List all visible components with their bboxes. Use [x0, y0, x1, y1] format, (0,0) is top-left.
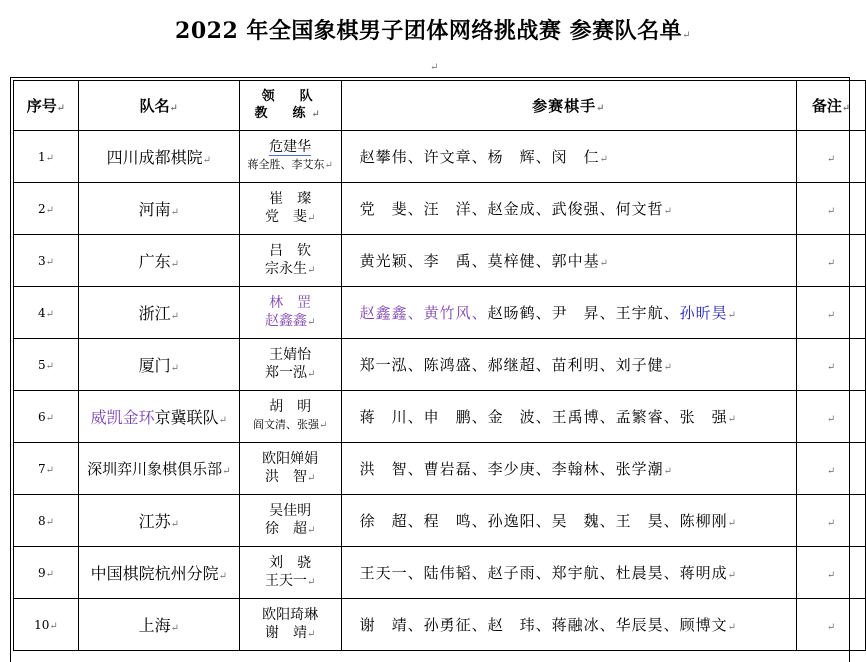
paragraph-mark: ↵ — [222, 466, 231, 477]
page-title: 2022 年全国象棋男子团体网络挑战赛 参赛队名单↵ — [175, 18, 691, 44]
row-leaders: 吕 钦 宗永生↵ — [239, 235, 341, 287]
paragraph-mark: ↵ — [45, 412, 54, 424]
table-row — [14, 599, 866, 651]
row-players: 徐 超、程 鸣、孙逸阳、吴 魏、王 昊、陈柳刚↵ — [341, 495, 796, 547]
paragraph-mark: ↵ — [45, 516, 54, 528]
paragraph-mark: ↵ — [170, 259, 180, 270]
row-leaders: 林 罡 赵鑫鑫↵ — [239, 287, 341, 339]
table-row — [14, 183, 866, 235]
row-team: 中国棋院杭州分院↵ — [78, 547, 239, 599]
paragraph-mark: ↵ — [318, 420, 328, 431]
row-leaders: 吴佳明 徐 超↵ — [239, 495, 341, 547]
row-players: 赵鑫鑫、黄竹风、赵旸鹤、尹 昇、王宇航、孙昕昊↵ — [341, 287, 796, 339]
paragraph-mark: ↵ — [826, 414, 836, 425]
row-note — [797, 547, 866, 599]
table-row — [14, 131, 866, 183]
row-players: 郑一泓、陈鸿盛、郝继超、苗利明、刘子健↵ — [341, 339, 796, 391]
row-no: 1↵ — [14, 131, 79, 183]
paragraph-mark: ↵ — [727, 414, 738, 425]
paragraph-mark: ↵ — [324, 160, 333, 171]
row-no: 4↵ — [14, 287, 79, 339]
paragraph-mark: ↵ — [202, 155, 212, 166]
paragraph-mark: ↵ — [45, 308, 54, 320]
table-row — [14, 339, 866, 391]
row-players: 王天一、陆伟韬、赵子雨、郑宇航、杜晨昊、蒋明成↵ — [341, 547, 796, 599]
row-players: 洪 智、曹岩磊、李少庚、李翰林、张学潮↵ — [341, 443, 796, 495]
row-team: 深圳弈川象棋俱乐部↵ — [78, 443, 239, 495]
row-leaders: 王婧怡 郑一泓↵ — [239, 339, 341, 391]
row-note — [797, 339, 866, 391]
row-no: 6↵ — [14, 391, 79, 443]
paragraph-mark: ↵ — [826, 622, 836, 633]
row-players: 黄光颖、李 禹、莫梓健、郭中基↵ — [341, 235, 796, 287]
paragraph-mark: ↵ — [306, 576, 316, 588]
paragraph-mark: ↵ — [306, 264, 316, 276]
paragraph-mark: ↵ — [599, 258, 610, 269]
row-note — [797, 183, 866, 235]
row-note — [797, 443, 866, 495]
paragraph-mark: ↵ — [826, 258, 836, 269]
row-no: 7↵ — [14, 443, 79, 495]
table-row — [14, 443, 866, 495]
paragraph-mark: ↵ — [49, 620, 58, 632]
paragraph-mark: ↵ — [218, 571, 228, 582]
paragraph-mark: ↵ — [841, 103, 851, 114]
paragraph-mark: ↵ — [430, 62, 439, 73]
paragraph-mark: ↵ — [727, 518, 738, 529]
row-no: 2↵ — [14, 183, 79, 235]
row-players: 蒋 川、申 鹏、金 波、王禹博、孟繁睿、张 强↵ — [341, 391, 796, 443]
row-players: 赵攀伟、许文章、杨 辉、闵 仁↵ — [341, 131, 796, 183]
row-no: 10↵ — [14, 599, 79, 651]
paragraph-mark: ↵ — [727, 570, 738, 581]
table-row — [14, 287, 866, 339]
paragraph-mark: ↵ — [170, 519, 180, 530]
paragraph-mark: ↵ — [826, 154, 836, 165]
table-header-row — [14, 81, 866, 131]
paragraph-mark: ↵ — [306, 524, 316, 536]
paragraph-mark: ↵ — [727, 622, 738, 633]
row-note — [797, 235, 866, 287]
row-team: 江苏↵ — [78, 495, 239, 547]
paragraph-mark: ↵ — [682, 30, 691, 41]
row-note — [797, 131, 866, 183]
row-team: 广东↵ — [78, 235, 239, 287]
paragraph-mark: ↵ — [170, 363, 180, 374]
row-note — [797, 391, 866, 443]
paragraph-mark: ↵ — [170, 311, 180, 322]
paragraph-mark: ↵ — [826, 206, 836, 217]
paragraph-mark: ↵ — [45, 568, 54, 580]
paragraph-mark: ↵ — [45, 360, 54, 372]
paragraph-mark: ↵ — [663, 362, 674, 373]
paragraph-mark: ↵ — [170, 623, 180, 634]
row-no: 8↵ — [14, 495, 79, 547]
table-row — [14, 547, 866, 599]
row-team: 上海↵ — [78, 599, 239, 651]
paragraph-mark: ↵ — [306, 628, 316, 640]
paragraph-mark: ↵ — [45, 204, 54, 216]
paragraph-mark: ↵ — [306, 472, 316, 484]
row-leaders: 崔 璨 党 斐↵ — [239, 183, 341, 235]
header-players: 参赛棋手↵ — [341, 81, 796, 131]
paragraph-mark: ↵ — [218, 415, 228, 426]
paragraph-mark: ↵ — [45, 464, 54, 476]
paragraph-mark: ↵ — [169, 103, 179, 114]
row-leaders: 刘 骁 王天一↵ — [239, 547, 341, 599]
paragraph-mark: ↵ — [826, 310, 836, 321]
paragraph-mark: ↵ — [45, 152, 54, 164]
paragraph-mark: ↵ — [306, 212, 316, 224]
paragraph-mark: ↵ — [56, 103, 66, 114]
table-row — [14, 391, 866, 443]
row-note — [797, 495, 866, 547]
header-lead: 领 队 教 练↵ — [239, 81, 341, 131]
row-team: 浙江↵ — [78, 287, 239, 339]
row-leaders: 危建华 蒋全胜、李艾东↵ — [239, 131, 341, 183]
header-team: 队名↵ — [78, 81, 239, 131]
row-leaders: 欧阳琦琳 谢 靖↵ — [239, 599, 341, 651]
paragraph-mark: ↵ — [663, 466, 674, 477]
row-team: 四川成都棋院↵ — [78, 131, 239, 183]
row-players: 党 斐、汪 洋、赵金成、武俊强、何文哲↵ — [341, 183, 796, 235]
row-team: 厦门↵ — [78, 339, 239, 391]
row-leaders: 胡 明 阎文清、张强↵ — [239, 391, 341, 443]
paragraph-mark: ↵ — [663, 206, 674, 217]
roster-table — [13, 80, 866, 651]
paragraph-mark: ↵ — [727, 310, 738, 321]
paragraph-mark: ↵ — [306, 368, 316, 380]
row-players: 谢 靖、孙勇征、赵 玮、蒋融冰、华辰昊、顾博文↵ — [341, 599, 796, 651]
table-row — [14, 495, 866, 547]
row-note — [797, 287, 866, 339]
paragraph-mark: ↵ — [311, 109, 326, 120]
paragraph-mark: ↵ — [596, 103, 606, 114]
paragraph-mark: ↵ — [599, 154, 610, 165]
row-note — [797, 599, 866, 651]
paragraph-mark: ↵ — [826, 362, 836, 373]
paragraph-mark: ↵ — [826, 570, 836, 581]
row-team: 河南↵ — [78, 183, 239, 235]
paragraph-mark: ↵ — [826, 518, 836, 529]
row-no: 5↵ — [14, 339, 79, 391]
paragraph-mark: ↵ — [826, 466, 836, 477]
paragraph-mark: ↵ — [306, 316, 316, 328]
header-note: 备注↵ — [797, 81, 866, 131]
row-no: 3↵ — [14, 235, 79, 287]
row-team: 威凯金环京冀联队↵ — [78, 391, 239, 443]
paragraph-mark: ↵ — [170, 207, 180, 218]
row-no: 9↵ — [14, 547, 79, 599]
table-row — [14, 235, 866, 287]
header-no: 序号↵ — [14, 81, 79, 131]
row-leaders: 欧阳婵娟 洪 智↵ — [239, 443, 341, 495]
paragraph-mark: ↵ — [45, 256, 54, 268]
